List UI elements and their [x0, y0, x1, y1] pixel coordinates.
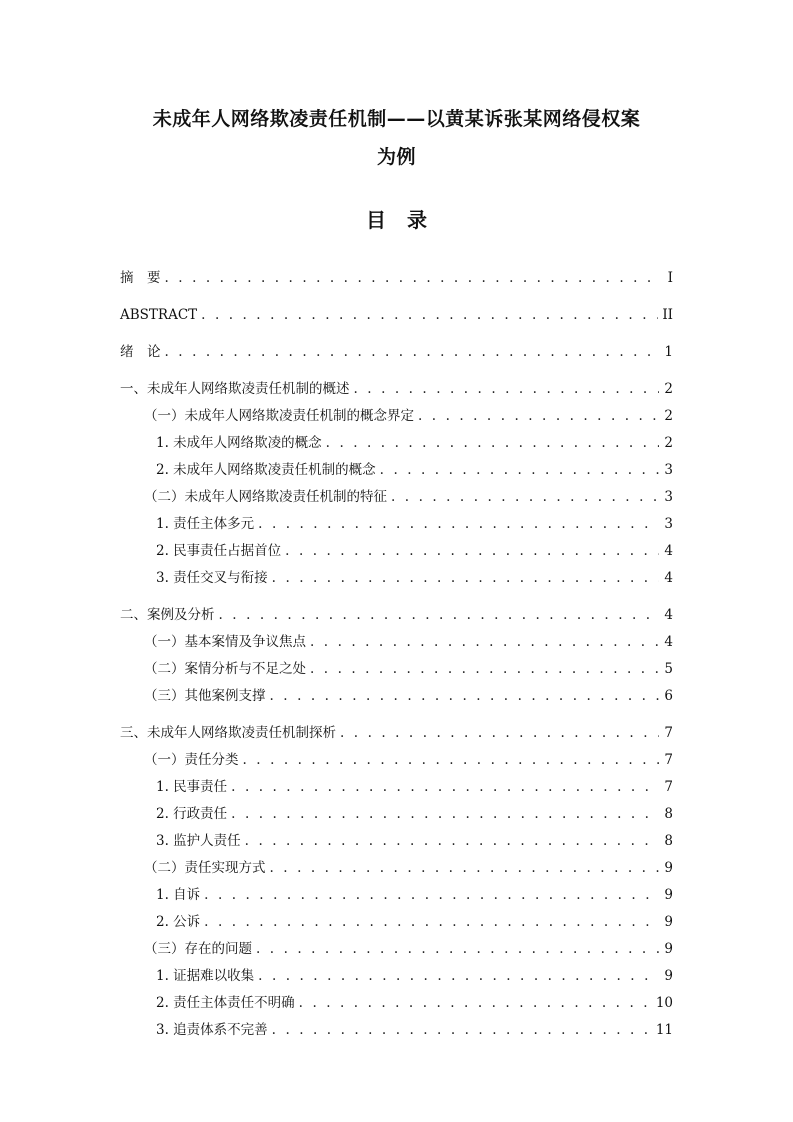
toc-entry-page-number: 2 [664, 381, 673, 397]
toc-dot-leader [272, 565, 659, 592]
toc-entry[interactable] [120, 909, 673, 936]
toc-entry-page-number: 4 [664, 607, 673, 623]
toc-entry-page-number: 2 [664, 408, 673, 424]
toc-dot-leader [204, 882, 659, 909]
toc-entry-page-number: 1 [664, 344, 673, 360]
toc-entry-page-number: 8 [664, 806, 673, 822]
toc-dot-leader [340, 720, 659, 747]
toc-entry-page-number: 10 [655, 995, 673, 1011]
toc-entry-label: ABSTRACT [120, 307, 198, 323]
toc-entry-page-number: 4 [664, 543, 673, 559]
toc-entry[interactable] [120, 511, 673, 538]
toc-entry[interactable] [120, 602, 673, 629]
toc-entry[interactable] [120, 747, 673, 774]
toc-entry-label: 2. 公诉 [156, 914, 201, 930]
toc-dot-leader [165, 265, 660, 292]
toc-entry-label: 二、案例及分析 [120, 607, 215, 623]
toc-entry-label: （三）存在的问题 [144, 941, 252, 957]
toc-dot-leader [204, 909, 659, 936]
toc-entry-page-number: 6 [664, 688, 673, 704]
toc-dot-leader [285, 538, 659, 565]
toc-entry[interactable] [120, 1017, 673, 1044]
toc-entry-page-number: 2 [664, 435, 673, 451]
document-title-line-1: 未成年人网络欺凌责任机制——以黄某诉张某网络侵权案 [152, 108, 641, 130]
table-of-contents [120, 265, 673, 1044]
toc-entry-label: 一、未成年人网络欺凌责任机制的概述 [120, 381, 350, 397]
toc-dot-leader [219, 602, 660, 629]
toc-entry-label: 3. 责任交叉与衔接 [156, 570, 268, 586]
toc-entry[interactable] [120, 774, 673, 801]
toc-dot-leader [310, 629, 659, 656]
toc-dot-leader [258, 963, 659, 990]
toc-entry-page-number: 4 [664, 570, 673, 586]
toc-entry-page-number: 9 [664, 887, 673, 903]
toc-entry-label: 3. 监护人责任 [156, 833, 241, 849]
toc-entry-page-number: 5 [664, 661, 673, 677]
toc-entry-page-number: 11 [655, 1022, 673, 1038]
toc-entry-page-number: 4 [664, 634, 673, 650]
toc-entry-label: （二）案情分析与不足之处 [144, 661, 306, 677]
toc-dot-leader [354, 376, 660, 403]
toc-entry[interactable] [120, 855, 673, 882]
toc-entry[interactable] [120, 565, 673, 592]
toc-dot-leader [270, 855, 660, 882]
toc-entry-label: 1. 未成年人网络欺凌的概念 [156, 435, 322, 451]
toc-entry-page-number: 9 [664, 860, 673, 876]
toc-dot-leader [165, 339, 660, 366]
toc-entry-label: 2. 民事责任占据首位 [156, 543, 282, 559]
toc-entry-label: 绪 论 [120, 344, 161, 360]
toc-entry[interactable] [120, 882, 673, 909]
toc-entry-label: 1. 责任主体多元 [156, 516, 255, 532]
toc-entry-page-number: 3 [664, 462, 673, 478]
toc-dot-leader [270, 683, 660, 710]
toc-entry-label: （二）未成年人网络欺凌责任机制的特征 [144, 489, 387, 505]
toc-entry-label: （二）责任实现方式 [144, 860, 266, 876]
toc-entry-page-number: 3 [664, 489, 673, 505]
document-title-line-2: 为例 [376, 146, 416, 168]
toc-entry-page-number: II [662, 307, 673, 323]
toc-entry[interactable] [120, 403, 673, 430]
toc-entry[interactable] [120, 828, 673, 855]
toc-entry-label: （一）责任分类 [144, 752, 239, 768]
toc-entry[interactable] [120, 339, 673, 366]
toc-entry-page-number: 8 [664, 833, 673, 849]
toc-entry[interactable] [120, 720, 673, 747]
toc-dot-leader [299, 990, 652, 1017]
toc-dot-leader [256, 936, 659, 963]
toc-entry-label: 三、未成年人网络欺凌责任机制探析 [120, 725, 336, 741]
toc-entry[interactable] [120, 484, 673, 511]
toc-entry[interactable] [120, 936, 673, 963]
toc-entry-label: 2. 责任主体责任不明确 [156, 995, 295, 1011]
toc-entry-page-number: 9 [664, 941, 673, 957]
toc-heading: 目 录 [366, 208, 427, 232]
toc-dot-leader [326, 430, 659, 457]
toc-dot-leader [391, 484, 659, 511]
toc-entry-label: （三）其他案例支撑 [144, 688, 266, 704]
toc-entry[interactable] [120, 302, 673, 329]
toc-dot-leader [310, 656, 659, 683]
toc-entry-page-number: 7 [664, 752, 673, 768]
toc-entry[interactable] [120, 801, 673, 828]
toc-entry-label: 1. 民事责任 [156, 779, 228, 795]
toc-dot-leader [245, 828, 659, 855]
toc-entry[interactable] [120, 683, 673, 710]
title-block [0, 100, 793, 176]
toc-entry[interactable] [120, 538, 673, 565]
toc-entry[interactable] [120, 430, 673, 457]
toc-entry-label: 1. 证据难以收集 [156, 968, 255, 984]
toc-entry[interactable] [120, 265, 673, 292]
toc-entry-page-number: 9 [664, 968, 673, 984]
toc-dot-leader [231, 774, 659, 801]
toc-entry-label: 2. 行政责任 [156, 806, 228, 822]
toc-entry-page-number: 7 [664, 779, 673, 795]
toc-dot-leader [380, 457, 659, 484]
toc-entry[interactable] [120, 376, 673, 403]
toc-entry-label: （一）未成年人网络欺凌责任机制的概念界定 [144, 408, 414, 424]
toc-entry[interactable] [120, 656, 673, 683]
toc-entry-page-number: 7 [664, 725, 673, 741]
toc-entry[interactable] [120, 990, 673, 1017]
toc-dot-leader [201, 302, 658, 329]
toc-entry-label: 摘 要 [120, 270, 161, 286]
toc-entry[interactable] [120, 629, 673, 656]
toc-entry-label: （一）基本案情及争议焦点 [144, 634, 306, 650]
toc-entry-label: 2. 未成年人网络欺凌责任机制的概念 [156, 462, 376, 478]
toc-dot-leader [418, 403, 659, 430]
toc-entry-label: 3. 追责体系不完善 [156, 1022, 268, 1038]
toc-dot-leader [272, 1017, 652, 1044]
toc-entry-label: 1. 自诉 [156, 887, 201, 903]
toc-entry[interactable] [120, 457, 673, 484]
toc-entry-page-number: I [667, 270, 673, 286]
toc-entry[interactable] [120, 963, 673, 990]
toc-dot-leader [231, 801, 659, 828]
toc-entry-page-number: 3 [664, 516, 673, 532]
toc-entry-page-number: 9 [664, 914, 673, 930]
toc-dot-leader [243, 747, 660, 774]
toc-dot-leader [258, 511, 659, 538]
